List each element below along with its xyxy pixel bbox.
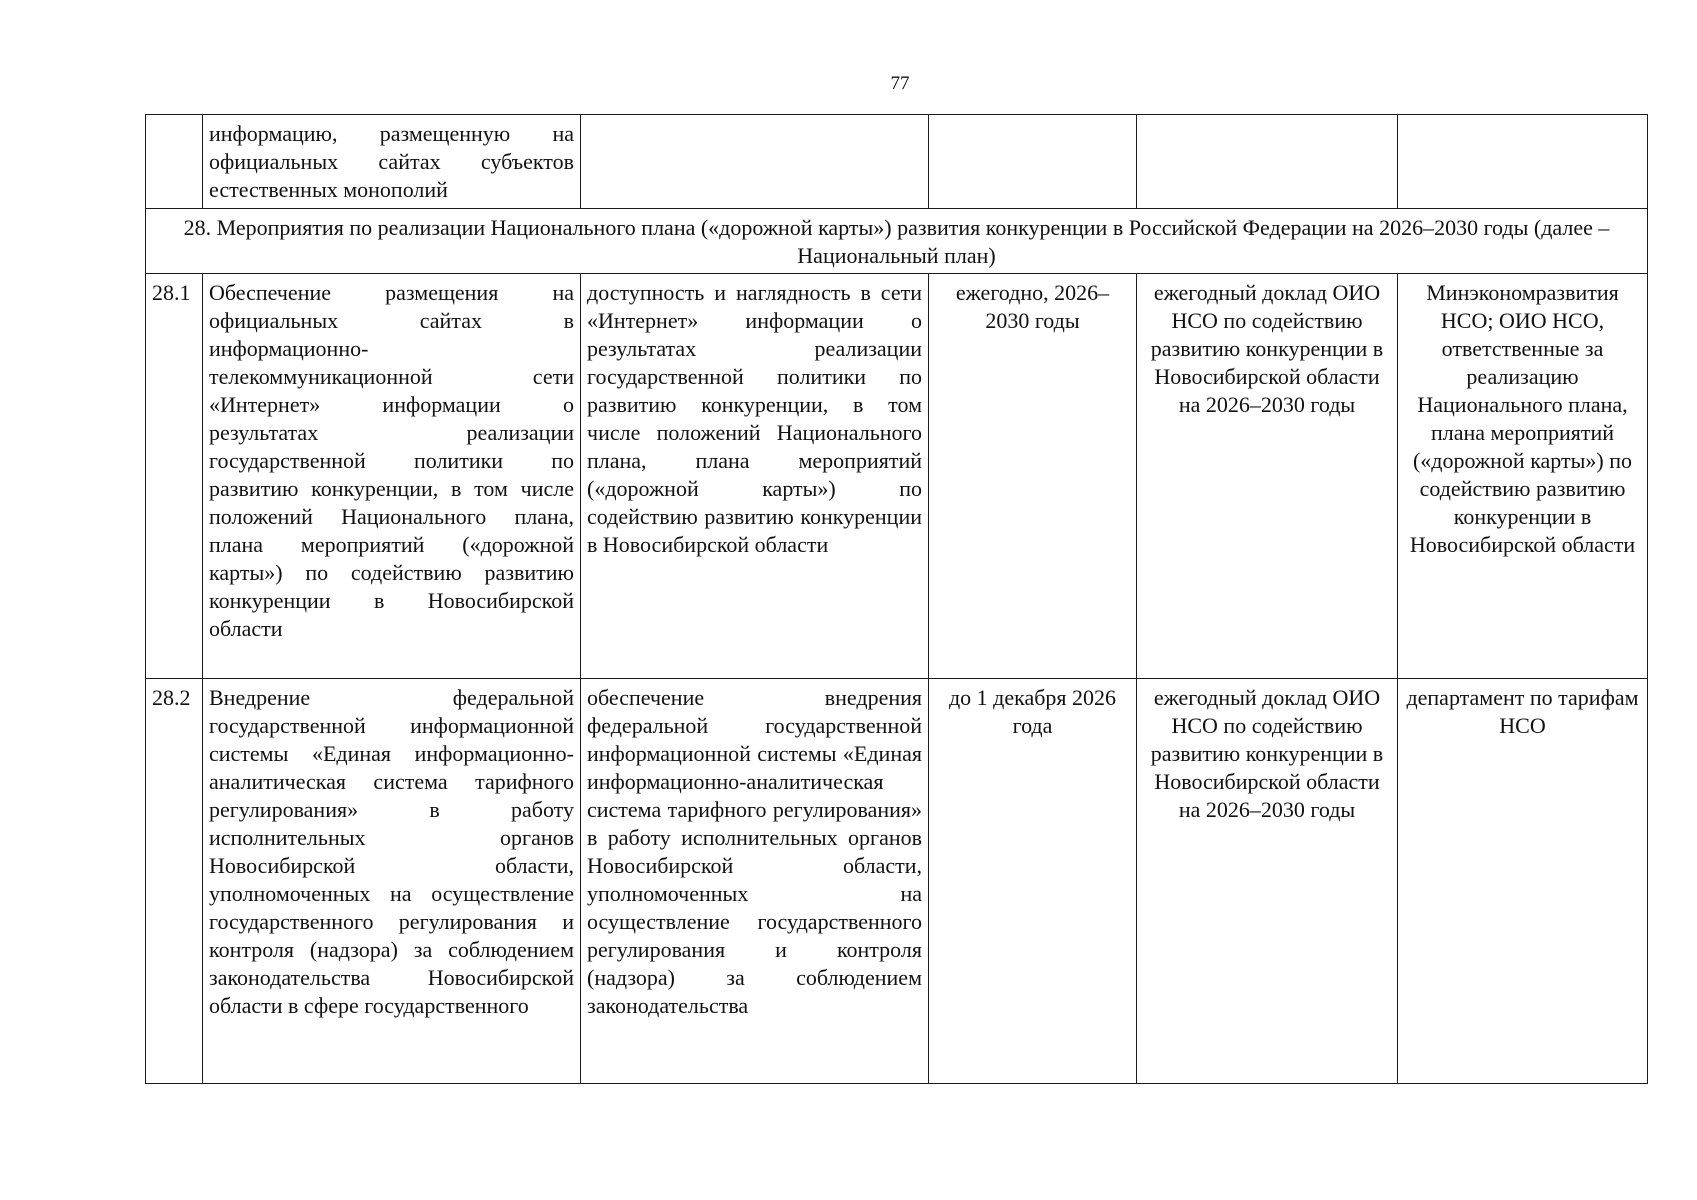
table-row [146, 274, 1648, 679]
cell-measure: информацию, размещенную на официальных сайтах субъектов естественных монополий [203, 115, 581, 209]
cell-responsible [1398, 115, 1648, 209]
cell-result [581, 115, 929, 209]
cell-measure: Обеспечение размещения на официальных сайтах в информационно-телекоммуникационной сети «Интернет» информации о результатах реализации государственной политики по развитию конкуренции, в том числе положений Национального плана, плана мероприятий («дорожной карты») по содействию развитию конкуренции в Новосибирской области [203, 274, 581, 679]
cell-document [1137, 115, 1398, 209]
page-number: 77 [890, 73, 910, 94]
section-row [146, 209, 1648, 274]
cell-responsible: Минэкономразвития НСО; ОИО НСО, ответственные за реализацию Национального плана, плана мероприятий («дорожной карты») по содействию развитию конкуренции в Новосибирской области [1398, 274, 1648, 679]
cell-document: ежегодный доклад ОИО НСО по содействию развитию конкуренции в Новосибирской области на 2026–2030 годы [1137, 274, 1398, 679]
cell-responsible: департамент по тарифам НСО [1398, 679, 1648, 1084]
measures-table [145, 114, 1648, 1084]
cell-num [146, 115, 203, 209]
table-row-continuation [146, 115, 1648, 209]
cell-deadline: ежегодно, 2026–2030 годы [929, 274, 1137, 679]
cell-result: обеспечение внедрения федеральной государственной информационной системы «Единая информационно-аналитическая система тарифного регулирования» в работу исполнительных органов Новосибирской области, уполномоченных на осуществление государственного регулирования и контроля (надзора) за соблюдением законодательства [581, 679, 929, 1084]
cell-num: 28.1 [146, 274, 203, 679]
cell-result: доступность и наглядность в сети «Интернет» информации о результатах реализации государственной политики по развитию конкуренции, в том числе положений Национального плана, плана мероприятий («дорожной карты») по содействию развитию конкуренции в Новосибирской области [581, 274, 929, 679]
cell-deadline: до 1 декабря 2026 года [929, 679, 1137, 1084]
cell-num: 28.2 [146, 679, 203, 1084]
cell-document: ежегодный доклад ОИО НСО по содействию развитию конкуренции в Новосибирской области на 2026–2030 годы [1137, 679, 1398, 1084]
section-title: 28. Мероприятия по реализации Национального плана («дорожной карты») развития конкуренции в Российской Федерации на 2026–2030 годы (далее – Национальный план) [146, 209, 1648, 274]
table-row [146, 679, 1648, 1084]
cell-measure: Внедрение федеральной государственной информационной системы «Единая информационно-аналитическая система тарифного регулирования» в работу исполнительных органов Новосибирской области, уполномоченных на осуществление государственного регулирования и контроля (надзора) за соблюдением законодательства Новосибирской области в сфере государственного [203, 679, 581, 1084]
cell-deadline [929, 115, 1137, 209]
